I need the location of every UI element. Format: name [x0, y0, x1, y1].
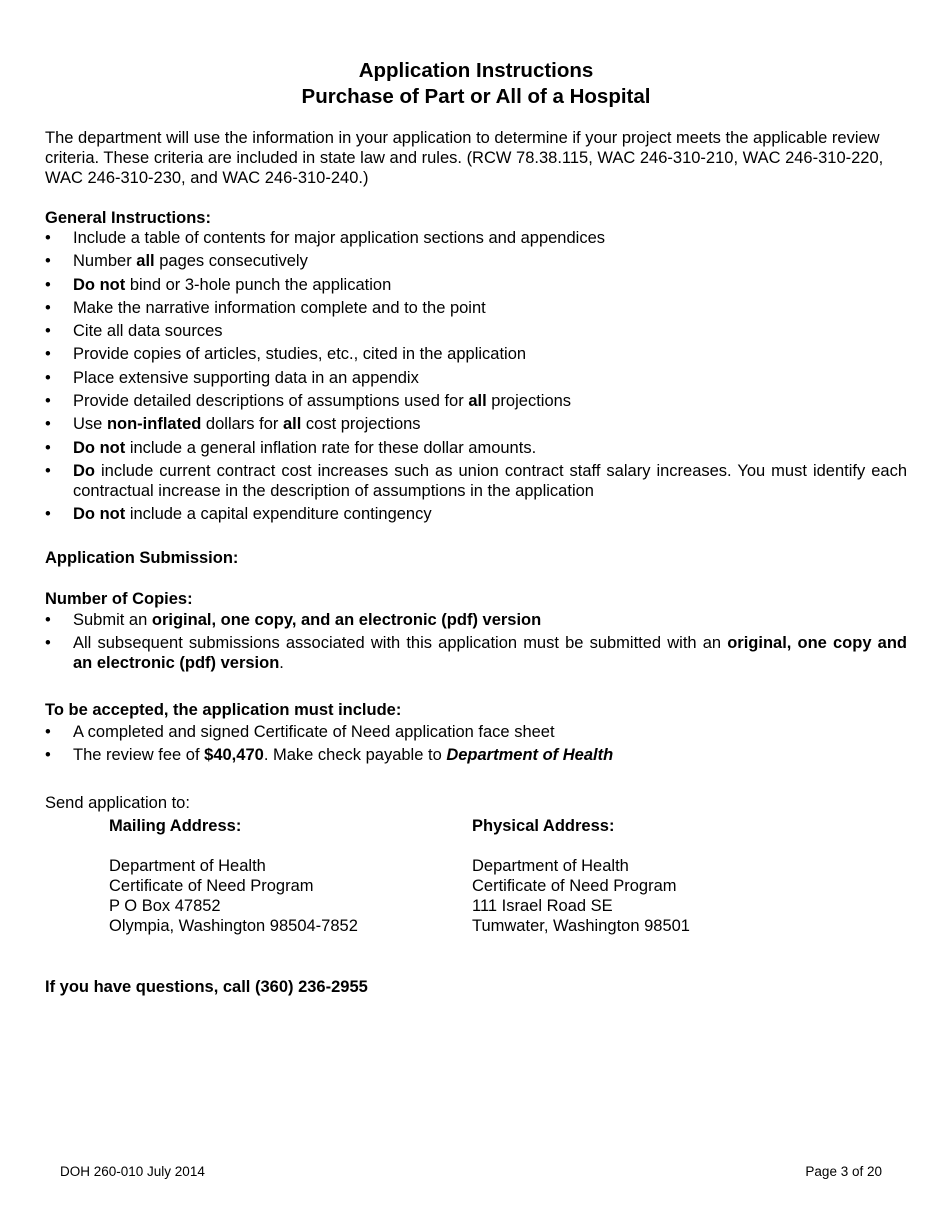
mailing-address-line: Olympia, Washington 98504-7852 [109, 917, 358, 935]
physical-address-line: 111 Israel Road SE [472, 897, 613, 915]
mailing-address [109, 816, 358, 936]
list-item-text: Make the narrative information complete and to the point [73, 298, 486, 317]
physical-address-line: Certificate of Need Program [472, 877, 677, 895]
number-of-copies-heading: Number of Copies: [45, 590, 193, 608]
title-line-1: Application Instructions [358, 59, 594, 82]
list-item-text: Provide copies of articles, studies, etc., cited in the application [73, 345, 527, 364]
list-item-text: original, one copy and an electronic (pdf) version [73, 634, 907, 673]
list-item-text: A completed and signed Certificate of Need application face sheet [73, 723, 555, 741]
list-item [45, 504, 907, 524]
list-item-text: Do not [73, 505, 126, 524]
list-item-text: $40,470 [204, 746, 264, 765]
list-item-text: The review fee of [73, 746, 205, 765]
list-item [45, 275, 907, 295]
list-item-text: include current contract cost increases such as union contract staff salary increases. You must identify each contractual increase in the description of assumptions in the application [73, 461, 907, 500]
list-item-text: projections [486, 392, 572, 411]
list-item-text: all [282, 415, 302, 434]
list-item-text: Include a table of contents for major application sections and appendices [73, 229, 606, 247]
list-item-text: Provide detailed descriptions of assumptions used for [73, 392, 469, 411]
acceptance-list [45, 722, 907, 769]
list-item [45, 391, 907, 411]
send-application-label: Send application to: [45, 794, 190, 812]
footer-form-id: DOH 260-010 July 2014 [60, 1164, 205, 1179]
list-item-text: non-inflated [106, 415, 202, 434]
acceptance-heading: To be accepted, the application must include: [45, 701, 402, 719]
list-item-text: . Make check payable to [263, 746, 447, 765]
list-item-text: cost projections [301, 415, 421, 434]
physical-address [472, 816, 690, 936]
list-item-text: pages consecutively [154, 252, 308, 271]
list-item-text: Do not [73, 275, 126, 294]
list-item-text: Do [73, 461, 95, 480]
list-item-text: Submit an [73, 611, 152, 629]
list-item [45, 438, 907, 458]
list-item [45, 321, 907, 341]
list-item [45, 610, 907, 630]
list-item [45, 633, 907, 673]
mailing-address-line: P O Box 47852 [109, 897, 221, 915]
list-item-text: Do not [73, 438, 126, 457]
list-item-text: include a general inflation rate for these dollar amounts. [125, 438, 537, 457]
mailing-address-heading: Mailing Address: [109, 817, 242, 835]
title-line-2: Purchase of Part or All of a Hospital [301, 85, 651, 108]
list-item-text: Department of Health [446, 746, 614, 765]
list-item [45, 368, 907, 388]
list-item-text: original, one copy, and an electronic (pdf) version [151, 611, 542, 629]
list-item-text: all [468, 392, 487, 411]
list-item-text: All subsequent submissions associated with this application must be submitted with an [73, 634, 728, 653]
list-item-text: Use [73, 415, 107, 434]
list-item-text: include a capital expenditure contingency [125, 505, 432, 524]
list-item-text: dollars for [201, 415, 283, 434]
list-item-text: bind or 3-hole punch the application [125, 275, 392, 294]
general-instructions-list [45, 228, 907, 528]
list-item [45, 344, 907, 364]
list-item-text: Place extensive supporting data in an appendix [73, 368, 419, 387]
questions-contact: If you have questions, call (360) 236-2955 [45, 978, 368, 996]
list-item [45, 298, 907, 318]
physical-address-line: Department of Health [472, 857, 629, 875]
list-item [45, 461, 907, 501]
physical-address-heading: Physical Address: [472, 817, 615, 835]
mailing-address-line: Department of Health [109, 857, 266, 875]
list-item [45, 722, 907, 742]
mailing-address-line: Certificate of Need Program [109, 877, 314, 895]
list-item [45, 745, 907, 765]
list-item-text: Number [73, 252, 137, 271]
physical-address-line: Tumwater, Washington 98501 [472, 917, 690, 935]
list-item-text: all [136, 252, 155, 271]
application-submission-heading: Application Submission: [45, 549, 239, 567]
page-title [45, 58, 907, 110]
list-item [45, 251, 907, 271]
copies-list [45, 610, 907, 677]
list-item [45, 228, 907, 248]
list-item-text: Cite all data sources [73, 322, 223, 341]
intro-paragraph: The department will use the information in your application to determine if your project meets the applicable review criteria. These criteria are included in state law and rules. (RCW 78.38.115, WAC 246-310-210, WAC 246-310-220, WAC 246-310-230, and WAC 246-310-240.) [45, 129, 884, 187]
list-item [45, 414, 907, 434]
footer-page-number: Page 3 of 20 [805, 1164, 882, 1179]
general-instructions-heading: General Instructions: [45, 209, 211, 227]
list-item-text: . [279, 654, 284, 673]
